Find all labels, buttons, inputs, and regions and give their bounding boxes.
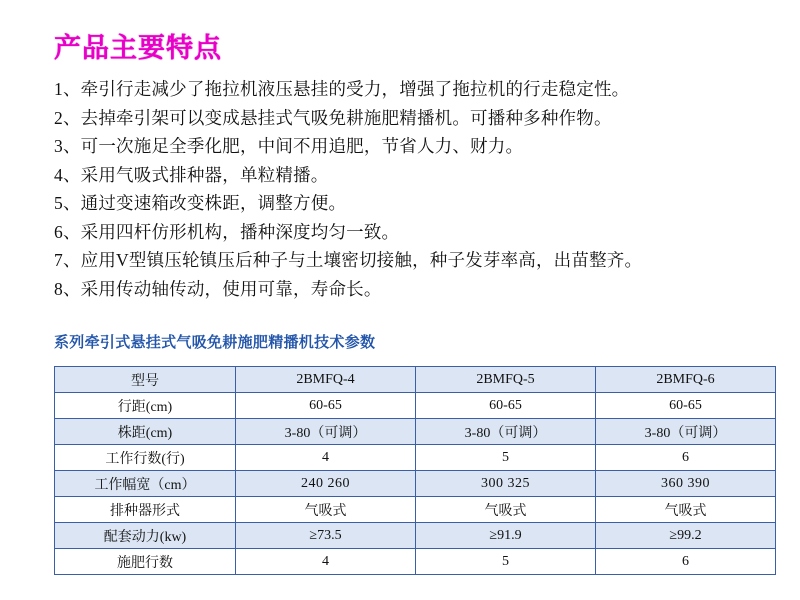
- table-row: [55, 523, 776, 549]
- table-cell: 3-80（可调）: [416, 419, 596, 445]
- list-item: 3、可一次施足全季化肥，中间不用追肥，节省人力、财力。: [54, 136, 524, 156]
- table-header-cell: 2BMFQ-6: [596, 367, 776, 393]
- table-cell: 排种器形式: [55, 497, 236, 523]
- table-cell: 3-80（可调）: [596, 419, 776, 445]
- table-cell: ≥91.9: [416, 523, 596, 549]
- table-cell: ≥99.2: [596, 523, 776, 549]
- table-cell: 60-65: [236, 393, 416, 419]
- table-cell: 300 325: [416, 471, 596, 497]
- specification-table: [54, 366, 776, 575]
- table-cell: 4: [236, 445, 416, 471]
- table-row: [55, 549, 776, 575]
- table-cell: 60-65: [416, 393, 596, 419]
- list-item: 2、去掉牵引架可以变成悬挂式气吸免耕施肥精播机。可播种多种作物。: [54, 107, 612, 128]
- table-row: [55, 497, 776, 523]
- table-cell: 气吸式: [416, 497, 596, 523]
- table-cell: 4: [236, 549, 416, 575]
- table-cell: 360 390: [596, 471, 776, 497]
- table-header-cell: 2BMFQ-4: [236, 367, 416, 393]
- table-cell: 6: [596, 445, 776, 471]
- feature-list: [54, 75, 760, 303]
- table-caption: 系列牵引式悬挂式气吸免耕施肥精播机技术参数: [54, 335, 376, 351]
- list-item: 5、通过变速箱改变株距，调整方便。: [54, 193, 347, 213]
- table-header-cell: 2BMFQ-5: [416, 367, 596, 393]
- table-cell: 施肥行数: [55, 549, 236, 575]
- table-cell: 株距(cm): [55, 419, 236, 445]
- table-cell: 气吸式: [236, 497, 416, 523]
- table-cell: 工作幅宽（cm）: [55, 471, 236, 497]
- table-cell: 5: [416, 445, 596, 471]
- table-cell: 工作行数(行): [55, 445, 236, 471]
- table-cell: 6: [596, 549, 776, 575]
- table-cell: 5: [416, 549, 596, 575]
- table-cell: 3-80（可调）: [236, 419, 416, 445]
- list-item: 4、采用气吸式排种器，单粒精播。: [54, 164, 329, 185]
- table-row-header: [55, 367, 776, 393]
- page-title: 产品主要特点: [54, 33, 222, 63]
- table-cell: 行距(cm): [55, 393, 236, 419]
- table-cell: 配套动力(kw): [55, 523, 236, 549]
- table-header-cell: 型号: [55, 367, 236, 393]
- table-row: [55, 445, 776, 471]
- list-item: 8、采用传动轴传动，使用可靠，寿命长。: [54, 278, 382, 299]
- list-item: 1、牵引行走减少了拖拉机液压悬挂的受力，增强了拖拉机的行走稳定性。: [54, 79, 630, 99]
- table-cell: ≥73.5: [236, 523, 416, 549]
- table-row: [55, 471, 776, 497]
- table-cell: 240 260: [236, 471, 416, 497]
- list-item: 7、应用V型镇压轮镇压后种子与土壤密切接触，种子发芽率高，出苗整齐。: [54, 250, 643, 270]
- table-row: [55, 419, 776, 445]
- list-item: 6、采用四杆仿形机构，播种深度均匀一致。: [54, 221, 400, 242]
- table-row: [55, 393, 776, 419]
- table-cell: 60-65: [596, 393, 776, 419]
- table-cell: 气吸式: [596, 497, 776, 523]
